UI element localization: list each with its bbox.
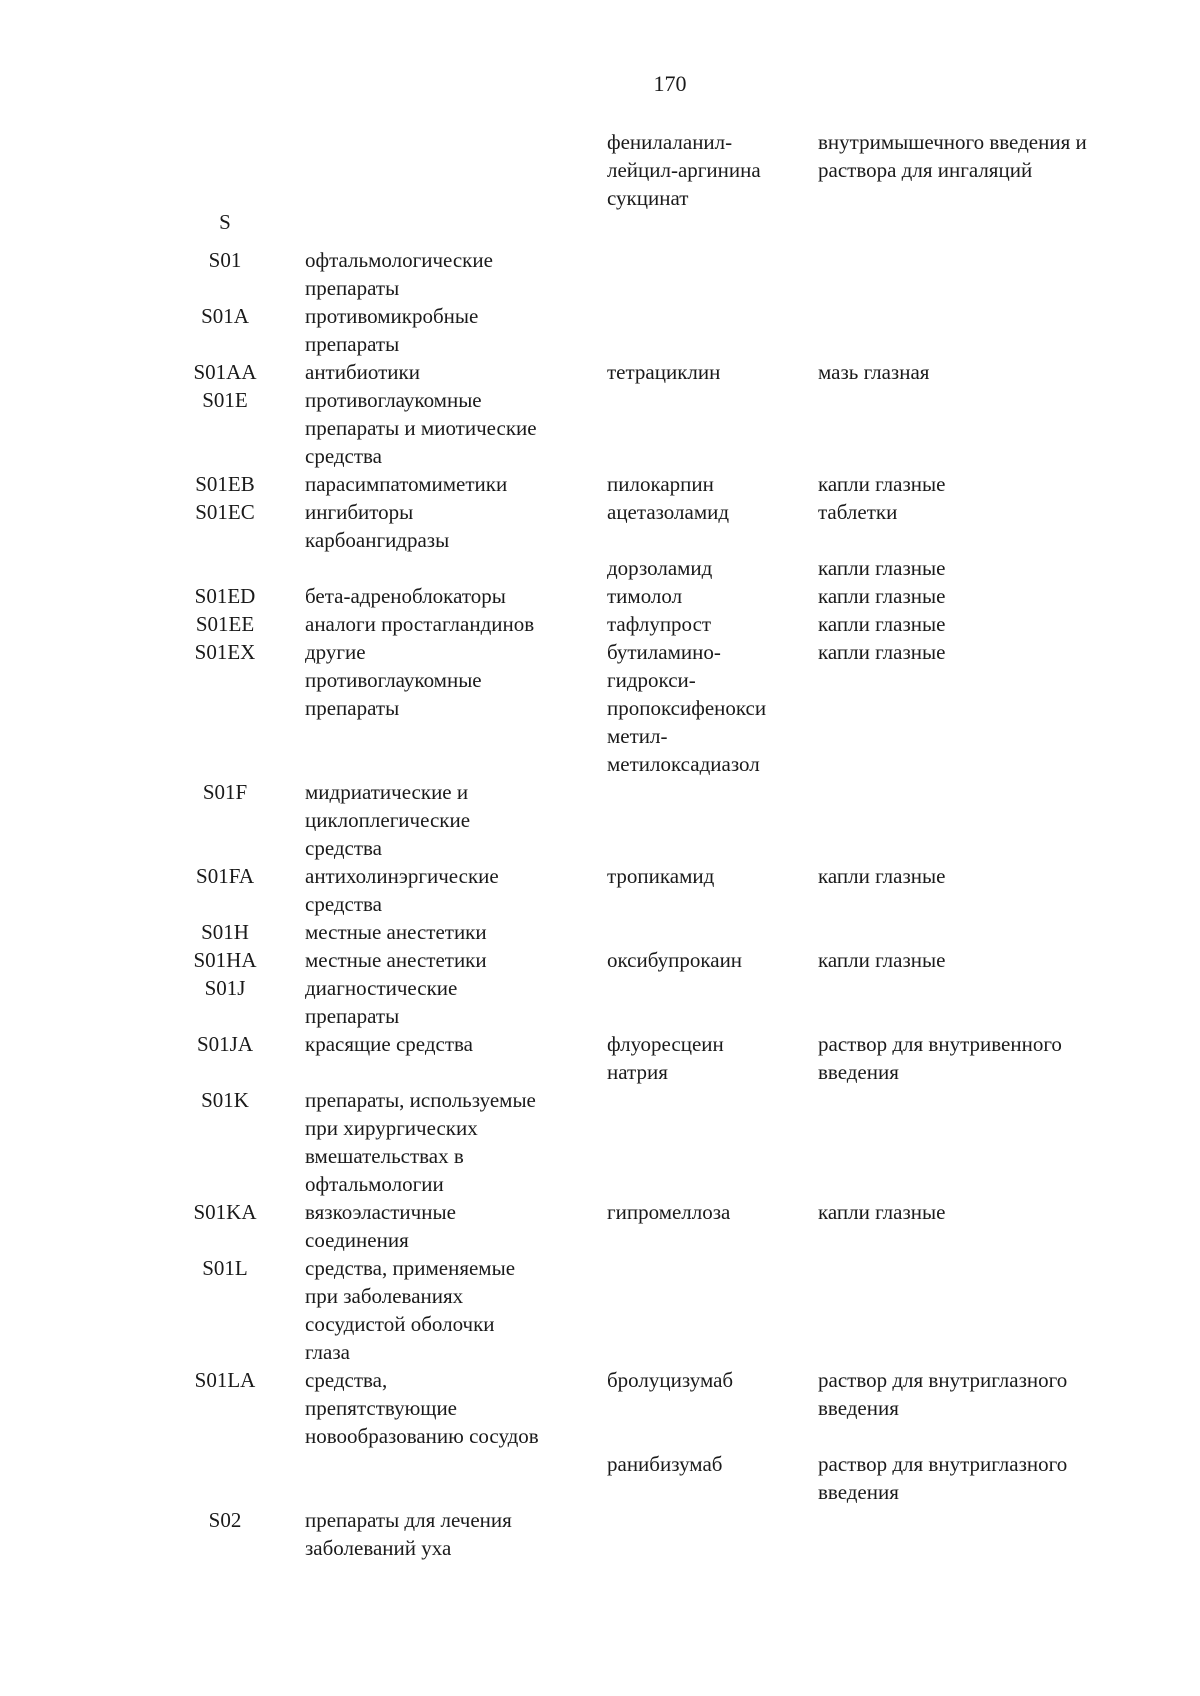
row-name: противомикробные препараты [305,304,479,356]
row-drug: тафлупрост [607,612,712,636]
row-name: препараты для лечения заболеваний уха [305,1508,512,1560]
row-name: местные анестетики [305,948,487,972]
row-form: капли глазные [818,472,946,496]
row-name: антибиотики [305,360,420,384]
row-code: S01L [202,1256,248,1280]
row-form: капли глазные [818,864,946,888]
row-name: средства, препятствующие новообразованию сосудов [305,1368,539,1448]
row-name: противоглаукомные препараты и миотические средства [305,388,537,468]
row-drug: ранибизумаб [607,1452,723,1476]
row-code: S01ED [194,584,256,608]
row-code: S01EE [195,612,255,636]
row-name: красящие средства [305,1032,473,1056]
row-name: парасимпатомиметики [305,472,508,496]
row-code: S01EX [194,640,256,664]
row-name: другие противоглаукомные препараты [305,640,482,720]
row-name: препараты, используемые при хирургических вмешательствах в офтальмологии [305,1088,536,1196]
row-code: S01FA [196,864,254,888]
row-code: S01JA [196,1032,254,1056]
row-name: средства, применяемые при заболеваниях сосудистой оболочки глаза [305,1256,516,1364]
row-name: бета-адреноблокаторы [305,584,506,608]
row-name: местные анестетики [305,920,487,944]
row-form: капли глазные [818,556,946,580]
row-drug: фенилаланил- лейцил-аргинина сукцинат [607,130,761,210]
row-form: мазь глазная [818,360,930,384]
row-name: антихолинэргические средства [305,864,499,916]
row-code: S01AA [193,360,257,384]
row-drug: тропикамид [607,864,715,888]
row-code: S01H [201,920,249,944]
row-form: внутримышечного введения и раствора для ингаляций [818,130,1087,182]
row-form: раствор для внутривенного введения [818,1032,1062,1084]
row-code: S01LA [194,1368,256,1392]
row-drug: флуоресцеин натрия [607,1032,724,1084]
row-drug: гипромеллоза [607,1200,731,1224]
row-form: раствор для внутриглазного введения [818,1452,1068,1504]
row-code: S01 [208,248,242,272]
row-code: S01K [201,1088,249,1112]
row-form: таблетки [818,500,898,524]
row-form: капли глазные [818,1200,946,1224]
row-name: офтальмологические препараты [305,248,493,300]
row-code: S01A [201,304,249,328]
row-form: капли глазные [818,612,946,636]
row-drug: ацетазоламид [607,500,730,524]
row-form: капли глазные [818,948,946,972]
row-code: S01KA [193,1200,257,1224]
row-drug: бутиламино- гидрокси- пропоксифенокси метил- метилоксадиазол [607,640,767,776]
row-form: раствор для внутриглазного введения [818,1368,1068,1420]
row-drug: бролуцизумаб [607,1368,734,1392]
row-name: мидриатические и циклоплегические средства [305,780,471,860]
row-code: S01J [204,976,246,1000]
row-code: S [219,210,231,234]
row-drug: дорзоламид [607,556,713,580]
row-drug: пилокарпин [607,472,714,496]
row-name: диагностические препараты [305,976,458,1028]
row-code: S01HA [193,948,257,972]
row-code: S02 [208,1508,242,1532]
row-drug: оксибупрокаин [607,948,743,972]
page-number: 170 [653,71,687,96]
row-code: S01F [202,780,248,804]
row-drug: тимолол [607,584,683,608]
row-code: S01EC [195,500,255,524]
row-code: S01E [202,388,248,412]
row-form: капли глазные [818,640,946,664]
row-code: S01EB [195,472,255,496]
row-name: вязкоэластичные соединения [305,1200,456,1252]
row-name: ингибиторы карбоангидразы [305,500,450,552]
row-name: аналоги простагландинов [305,612,535,636]
row-form: капли глазные [818,584,946,608]
row-drug: тетрациклин [607,360,721,384]
